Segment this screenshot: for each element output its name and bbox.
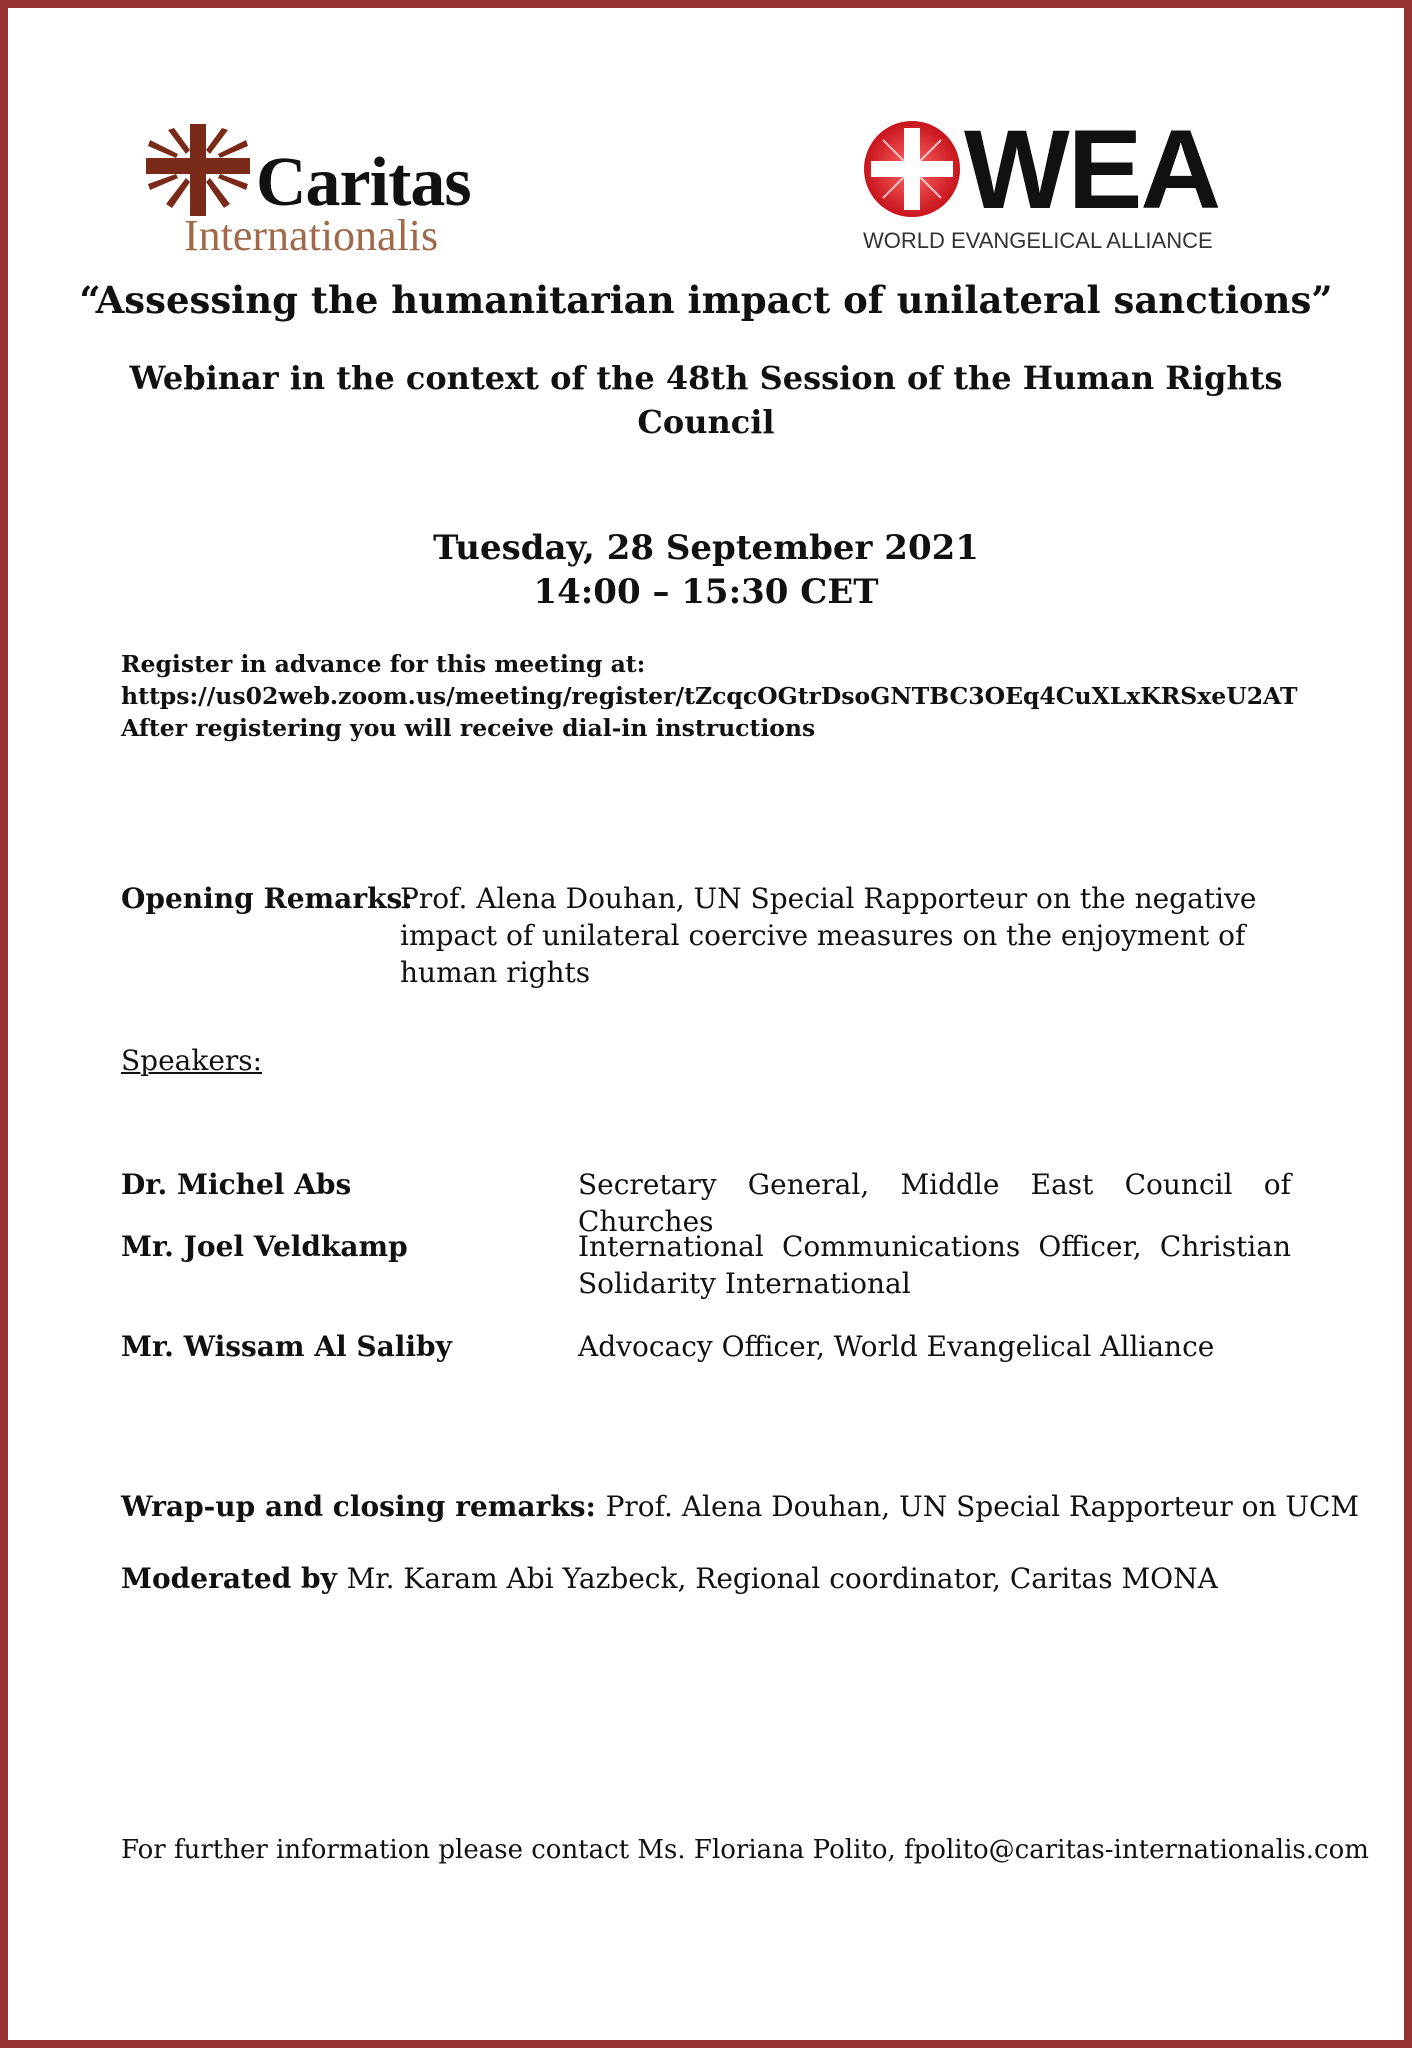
event-subtitle-line1: Webinar in the context of the 48th Session of the Human Rights [129, 359, 1283, 397]
caritas-logo [146, 124, 496, 264]
speaker-name: Mr. Wissam Al Saliby [121, 1330, 452, 1363]
opening-remarks-label: Opening Remarks: [121, 882, 413, 915]
event-subtitle [0, 356, 1412, 444]
closing-remarks-label: Wrap-up and closing remarks: [121, 1490, 606, 1523]
event-subtitle-line2: Council [637, 403, 775, 441]
speaker-name: Dr. Michel Abs [121, 1168, 352, 1201]
event-date: Tuesday, 28 September 2021 [433, 528, 979, 568]
speakers-heading: Speakers: [121, 1044, 263, 1077]
speaker-name: Mr. Joel Veldkamp [121, 1230, 408, 1263]
event-time: 14:00 – 15:30 CET [533, 572, 879, 612]
moderator-text: Mr. Karam Abi Yazbeck, Regional coordinator, Caritas MONA [346, 1562, 1218, 1595]
caritas-logo-name: Caritas [256, 144, 471, 221]
closing-remarks [121, 1488, 1359, 1525]
caritas-logo-subtitle: Internationalis [184, 211, 439, 260]
event-datetime [0, 526, 1412, 614]
registration-note: After registering you will receive dial-in instructions [121, 714, 816, 742]
speaker-role: Advocacy Officer, World Evangelical Alliance [578, 1330, 1215, 1363]
moderator-label: Moderated by [121, 1562, 347, 1595]
registration-block [121, 648, 1298, 744]
moderator [121, 1560, 1218, 1597]
wea-logo-name: WEA [964, 107, 1220, 232]
closing-remarks-text: Prof. Alena Douhan, UN Special Rapporteur on UCM [605, 1490, 1360, 1523]
caritas-flame-cross-icon [146, 124, 250, 216]
speaker-role: International Communications Officer, Christian Solidarity International [578, 1230, 1291, 1300]
registration-link[interactable]: https://us02web.zoom.us/meeting/register/tZcqcOGtrDsoGNTBC3OEq4CuXLxKRSxeU2AT [121, 682, 1298, 710]
speaker-role: Secretary General, Middle East Council of Churches [578, 1168, 1291, 1238]
opening-remarks-text: Prof. Alena Douhan, UN Special Rapporteur on the negative impact of unilateral coercive measures on the enjoyment of human rights [400, 882, 1257, 989]
event-title: “Assessing the humanitarian impact of unilateral sanctions” [79, 278, 1333, 322]
contact-footer: For further information please contact Ms. Floriana Polito, fpolito@caritas-internationalis.com [121, 1835, 1369, 1865]
registration-intro: Register in advance for this meeting at: [121, 650, 646, 678]
wea-cross-circle-icon [863, 120, 961, 218]
wea-logo-subtitle: WORLD EVANGELICAL ALLIANCE [863, 228, 1213, 253]
wea-logo [860, 107, 1230, 258]
